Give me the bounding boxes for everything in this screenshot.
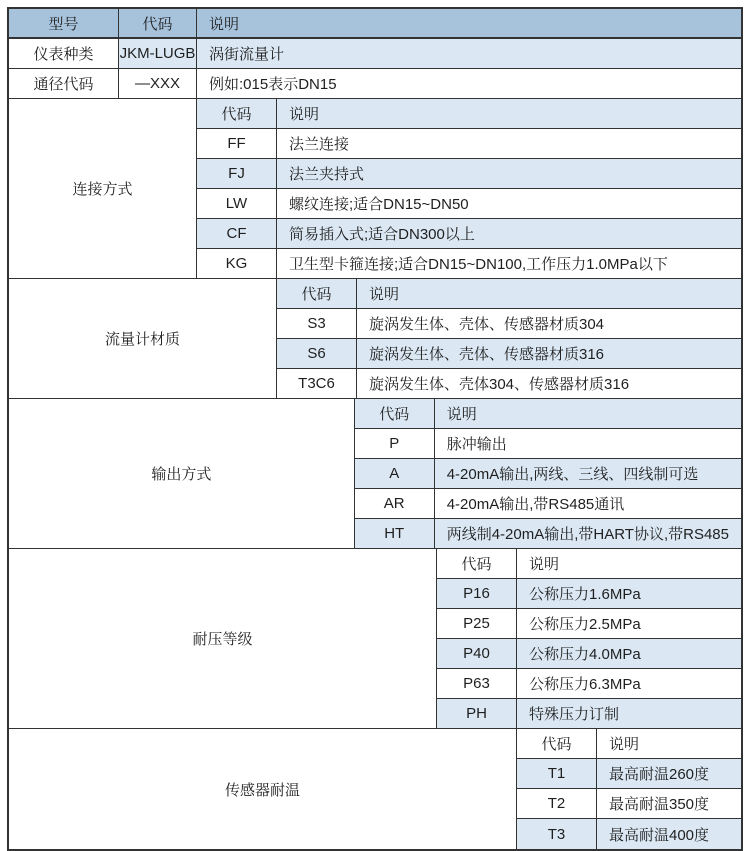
section-connection-type xyxy=(9,99,741,279)
cell-desc: 螺纹连接;适合DN15~DN50 xyxy=(289,196,469,213)
cell-desc: 脉冲输出 xyxy=(446,436,507,453)
cell-category: 仪表种类 xyxy=(9,39,119,68)
table-row xyxy=(197,219,741,249)
cell-desc: 公称压力1.6MPa xyxy=(529,586,641,603)
sub-table xyxy=(517,729,741,849)
sub-header-code: 代码 xyxy=(197,99,277,128)
table-row xyxy=(517,819,741,849)
table-row xyxy=(355,429,741,459)
cell-code: FJ xyxy=(197,159,277,188)
sub-header-desc: 说明 xyxy=(529,556,560,573)
cell-desc: 公称压力6.3MPa xyxy=(529,676,641,693)
cell-desc: 4-20mA输出,两线、三线、四线制可选 xyxy=(446,466,699,483)
cell-desc: 公称压力4.0MPa xyxy=(529,646,641,663)
cell-code: AR xyxy=(355,489,435,518)
cell-desc: 旋涡发生体、壳体、传感器材质304 xyxy=(369,316,605,333)
cell-category: 输出方式 xyxy=(9,399,355,548)
table-row xyxy=(197,159,741,189)
cell-code: —XXX xyxy=(119,69,197,98)
table-row xyxy=(197,189,741,219)
cell-desc: 简易插入式;适合DN300以上 xyxy=(289,226,475,243)
sub-header-row xyxy=(197,99,741,129)
table-row xyxy=(355,519,741,548)
table-header-row xyxy=(9,9,741,39)
table-row-instrument-type xyxy=(9,39,741,69)
table-row-diameter-code xyxy=(9,69,741,99)
table-row xyxy=(277,369,741,398)
cell-code: T1 xyxy=(517,759,597,788)
sub-table xyxy=(197,99,741,278)
sub-header-code: 代码 xyxy=(277,279,357,308)
table-row xyxy=(197,129,741,159)
cell-code: T3C6 xyxy=(277,369,357,398)
cell-code: T2 xyxy=(517,789,597,818)
table-row xyxy=(355,489,741,519)
cell-category: 流量计材质 xyxy=(9,279,277,398)
table-row xyxy=(437,699,741,728)
cell-code: LW xyxy=(197,189,277,218)
cell-desc: 旋涡发生体、壳体304、传感器材质316 xyxy=(369,376,630,393)
cell-desc: 4-20mA输出,带RS485通讯 xyxy=(446,496,625,513)
sub-header-row xyxy=(355,399,741,429)
section-pressure-rating xyxy=(9,549,741,729)
cell-desc: 特殊压力订制 xyxy=(529,706,620,723)
ordering-code-table xyxy=(7,7,743,851)
cell-code: S6 xyxy=(277,339,357,368)
cell-code: JKM-LUGB xyxy=(119,39,197,68)
cell-category: 通径代码 xyxy=(9,69,119,98)
cell-code: A xyxy=(355,459,435,488)
cell-code: P16 xyxy=(437,579,517,608)
cell-desc: 涡街流量计 xyxy=(197,39,741,68)
sub-header-desc: 说明 xyxy=(289,106,320,123)
cell-category: 连接方式 xyxy=(9,99,197,278)
sub-table xyxy=(437,549,741,728)
cell-code: PH xyxy=(437,699,517,728)
cell-desc: 公称压力2.5MPa xyxy=(529,616,641,633)
cell-code: FF xyxy=(197,129,277,158)
cell-code: S3 xyxy=(277,309,357,338)
table-row xyxy=(437,669,741,699)
table-row xyxy=(517,789,741,819)
cell-category: 传感器耐温 xyxy=(9,729,517,849)
cell-code: P63 xyxy=(437,669,517,698)
cell-desc: 两线制4-20mA输出,带HART协议,带RS485 xyxy=(446,526,729,543)
sub-header-desc: 说明 xyxy=(369,286,400,303)
section-sensor-temperature xyxy=(9,729,741,849)
table-row xyxy=(277,309,741,339)
sub-header-code: 代码 xyxy=(437,549,517,578)
cell-code: P25 xyxy=(437,609,517,638)
sub-header-desc: 说明 xyxy=(446,406,477,423)
table-row xyxy=(197,249,741,278)
cell-desc: 卫生型卡箍连接;适合DN15~DN100,工作压力1.0MPa以下 xyxy=(289,256,668,273)
sub-header-code: 代码 xyxy=(355,399,435,428)
cell-code: P xyxy=(355,429,435,458)
cell-desc: 例如:015表示DN15 xyxy=(197,69,741,98)
section-output-mode xyxy=(9,399,741,549)
section-flowmeter-material xyxy=(9,279,741,399)
cell-code: CF xyxy=(197,219,277,248)
cell-code: KG xyxy=(197,249,277,278)
header-code: 代码 xyxy=(119,9,197,37)
sub-header-desc: 说明 xyxy=(609,736,640,753)
table-row xyxy=(277,339,741,369)
cell-code: P40 xyxy=(437,639,517,668)
header-desc: 说明 xyxy=(197,9,741,37)
cell-desc: 最高耐温350度 xyxy=(609,796,710,813)
header-model: 型号 xyxy=(9,9,119,37)
table-row xyxy=(517,759,741,789)
cell-desc: 法兰连接 xyxy=(289,136,350,153)
sub-table xyxy=(277,279,741,398)
table-row xyxy=(437,639,741,669)
cell-desc: 最高耐温400度 xyxy=(609,826,710,844)
table-row xyxy=(437,579,741,609)
sub-header-row xyxy=(437,549,741,579)
sub-table xyxy=(355,399,741,548)
sub-header-row xyxy=(277,279,741,309)
cell-desc: 旋涡发生体、壳体、传感器材质316 xyxy=(369,346,605,363)
table-row xyxy=(355,459,741,489)
sub-header-code: 代码 xyxy=(517,729,597,758)
cell-desc: 最高耐温260度 xyxy=(609,766,710,783)
cell-code: T3 xyxy=(517,819,597,849)
cell-category: 耐压等级 xyxy=(9,549,437,728)
sub-header-row xyxy=(517,729,741,759)
table-row xyxy=(437,609,741,639)
cell-desc: 法兰夹持式 xyxy=(289,166,365,183)
cell-code: HT xyxy=(355,519,435,548)
